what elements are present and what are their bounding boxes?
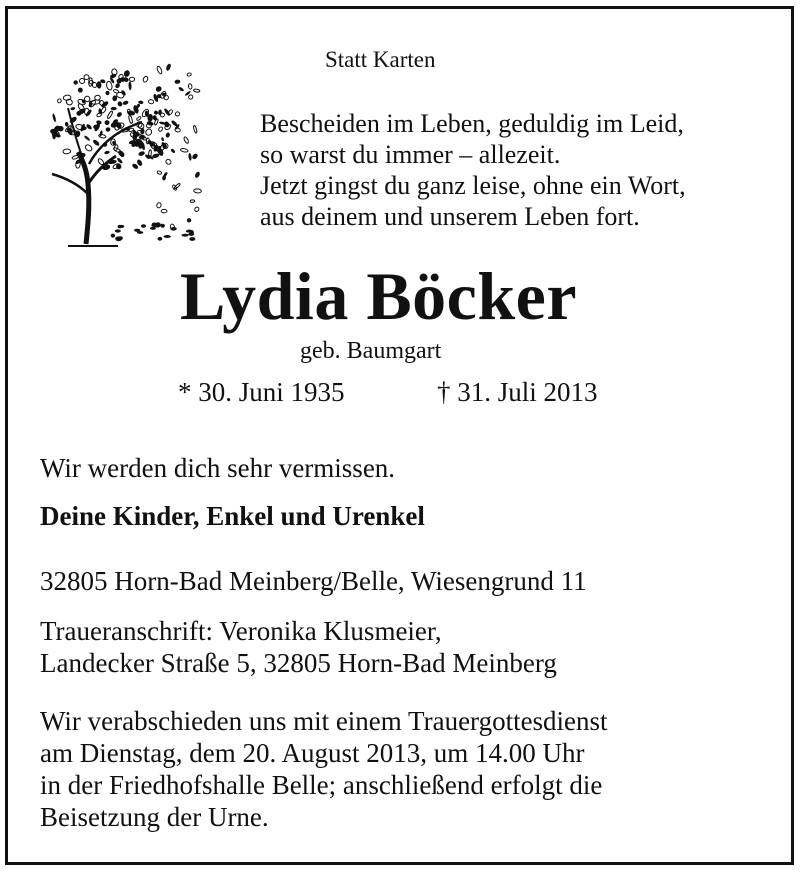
- leaf: [193, 125, 197, 133]
- leaf: [148, 99, 154, 104]
- leaf: [123, 69, 131, 77]
- poem: [260, 108, 686, 232]
- leaf: [186, 217, 192, 223]
- leaf: [70, 107, 75, 111]
- leaf: [182, 234, 189, 237]
- leaf: [105, 127, 110, 132]
- leaf: [129, 77, 134, 81]
- leaf: [115, 229, 121, 232]
- leaf: [145, 128, 153, 136]
- leaf: [193, 89, 200, 93]
- leaf: [175, 127, 181, 132]
- leaf: [63, 149, 71, 154]
- leaf: [190, 200, 195, 203]
- leaf: [138, 150, 146, 156]
- poem-line: Jetzt gingst du ganz leise, ohne ein Wort,: [260, 171, 686, 200]
- leaf: [165, 63, 172, 71]
- poem-line: so warst du immer – allezeit.: [260, 140, 561, 169]
- leaf: [191, 153, 199, 161]
- leaf: [189, 237, 195, 241]
- leaf: [175, 111, 181, 117]
- mourning-address-line: Landecker Straße 5, 32805 Horn-Bad Meinberg: [40, 648, 557, 678]
- service-line: am Dienstag, dem 20. August 2013, um 14.00 Uhr: [40, 738, 585, 768]
- leaf: [104, 120, 110, 126]
- leaf: [188, 94, 194, 100]
- leaf: [98, 134, 106, 139]
- maiden-name: geb. Baumgart: [300, 338, 442, 364]
- mourning-address: [40, 615, 557, 679]
- leaf: [194, 171, 201, 179]
- leaf: [84, 75, 89, 80]
- leaf: [111, 234, 115, 238]
- leaf: [152, 115, 157, 121]
- leaf: [52, 113, 57, 122]
- home-address: 32805 Horn-Bad Meinberg/Belle, Wiesengrund 11: [40, 566, 587, 596]
- leaf: [178, 86, 185, 92]
- leaf: [188, 83, 192, 89]
- leaf: [105, 91, 110, 96]
- family-signature: Deine Kinder, Enkel und Urenkel: [40, 501, 425, 531]
- leaf: [165, 158, 172, 165]
- leaf: [128, 81, 131, 90]
- leaf: [161, 137, 164, 141]
- leaf: [119, 225, 124, 228]
- leaf: [96, 112, 102, 117]
- leaf: [106, 81, 113, 91]
- leaf: [57, 98, 62, 103]
- leaf: [170, 227, 176, 231]
- leaf: [104, 150, 110, 154]
- leaf: [158, 237, 163, 241]
- farewell-line: Wir werden dich sehr vermissen.: [40, 453, 396, 483]
- leaf: [84, 144, 93, 153]
- leaf: [92, 139, 100, 147]
- leaf: [188, 233, 194, 236]
- leaf: [146, 123, 151, 128]
- leaf: [111, 107, 117, 110]
- leaf: [97, 158, 104, 166]
- leaf: [168, 109, 173, 115]
- leaf: [137, 231, 143, 234]
- leaf: [133, 133, 138, 141]
- leaf: [160, 224, 165, 228]
- leaf: [156, 66, 163, 75]
- leaf: [77, 87, 84, 94]
- leaf: [186, 230, 194, 233]
- mourning-address-line: Traueranschrift: Veronika Klusmeier,: [40, 616, 442, 646]
- leaf: [164, 235, 171, 238]
- leaf: [107, 110, 114, 119]
- leaf: [165, 132, 170, 138]
- leaf: [99, 130, 103, 136]
- leaf: [161, 209, 167, 213]
- leaf: [174, 79, 180, 84]
- poem-line: Bescheiden im Leben, geduldig im Leid,: [260, 109, 684, 138]
- statt-karten: Statt Karten: [325, 47, 436, 72]
- leaf: [153, 110, 159, 115]
- birth-date: * 30. Juni 1935: [178, 377, 345, 407]
- leaf: [141, 224, 146, 228]
- leaf: [115, 236, 122, 241]
- leaf: [183, 136, 189, 144]
- leaf: [158, 126, 163, 132]
- leaf: [188, 153, 192, 161]
- leaf: [156, 202, 162, 208]
- poem-line: aus deinem und unserem Leben fort.: [260, 202, 640, 231]
- leaf: [155, 222, 161, 226]
- leaf: [128, 115, 133, 124]
- leaf: [72, 155, 79, 160]
- leaf: [170, 148, 176, 154]
- leaf: [194, 206, 200, 212]
- leaf: [142, 76, 148, 83]
- service-line: Beisetzung der Urne.: [40, 802, 269, 832]
- leaf: [136, 116, 141, 121]
- leaf: [194, 189, 202, 194]
- leaf: [88, 78, 92, 87]
- leaf: [84, 135, 91, 142]
- leaf: [174, 183, 181, 190]
- leaf: [117, 100, 124, 107]
- leaf: [180, 148, 188, 153]
- deceased-name: Lydia Böcker: [180, 258, 578, 334]
- leaf: [187, 72, 192, 76]
- leaf: [92, 82, 96, 87]
- leaf: [86, 123, 93, 130]
- leaf: [117, 149, 126, 158]
- leaf: [63, 95, 71, 101]
- service-line: in der Friedhofshalle Belle; anschließend erfolgt die: [40, 770, 603, 800]
- leaf: [113, 89, 119, 94]
- leaf: [73, 79, 79, 85]
- leaf: [138, 100, 144, 104]
- leaf: [150, 227, 156, 230]
- leaf: [157, 170, 162, 174]
- leaf: [65, 122, 69, 127]
- service-line: Wir verabschieden uns mit einem Trauergottesdienst: [40, 706, 608, 736]
- service-info: [40, 705, 608, 833]
- leaf: [184, 90, 191, 96]
- leaf: [116, 111, 123, 118]
- leaf: [155, 85, 163, 93]
- tree-icon: [38, 44, 203, 249]
- leaf: [122, 100, 129, 105]
- death-date: † 31. Juli 2013: [437, 377, 598, 407]
